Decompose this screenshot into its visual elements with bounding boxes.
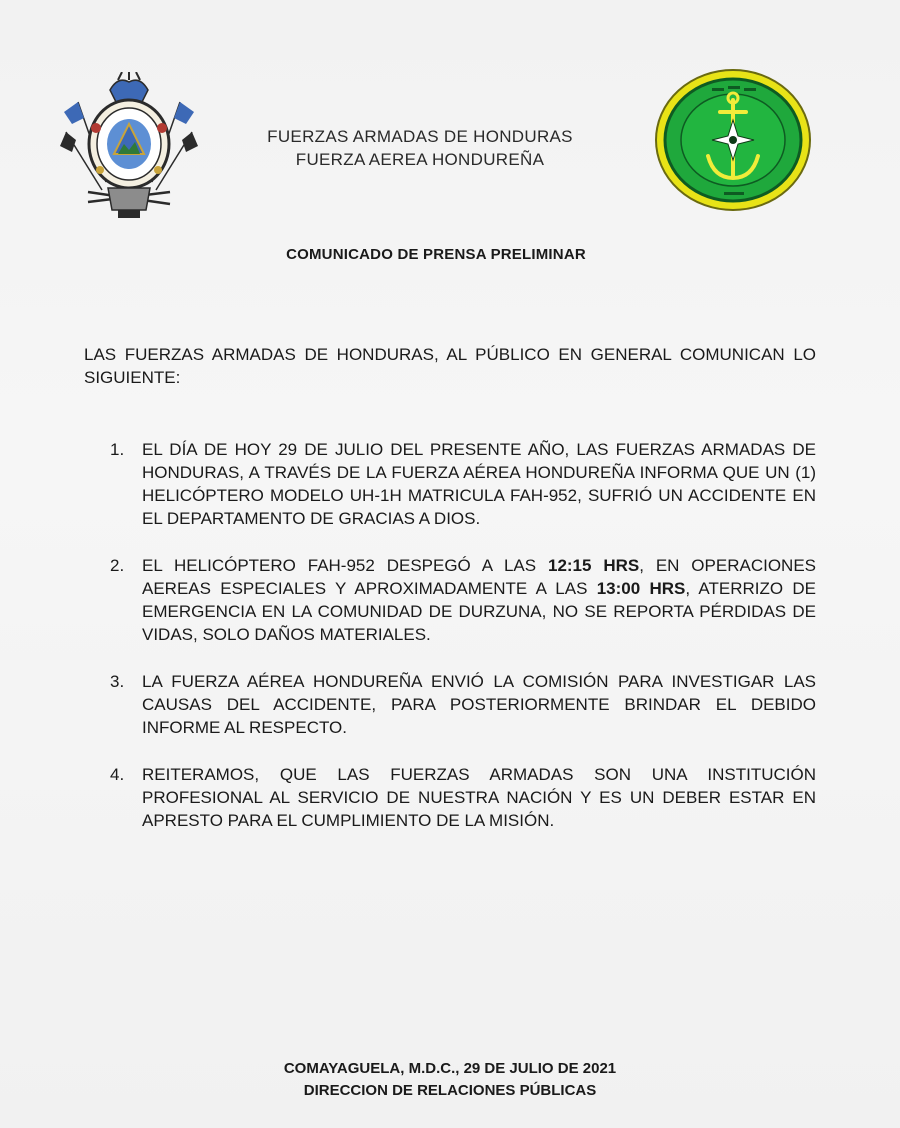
- header-line-air-force: FUERZA AEREA HONDUREÑA: [295, 150, 545, 169]
- item-number: 2.: [110, 556, 125, 575]
- institution-header: [200, 125, 640, 171]
- landing-time: 13:00 HRS: [596, 579, 686, 598]
- item-number: 3.: [110, 672, 125, 691]
- list-item: [110, 438, 816, 530]
- list-item: [110, 670, 816, 739]
- item-text: REITERAMOS, QUE LAS FUERZAS ARMADAS SON UNA INSTITUCIÓN PROFESIONAL AL SERVICIO DE NUESTRA NACIÓN Y ES UN DEBER ESTAR EN APRESTO PARA EL CUMPLIMIENTO DE LA MISIÓN.: [142, 765, 816, 830]
- department-name: DIRECCION DE RELACIONES PÚBLICAS: [303, 1082, 597, 1099]
- statement-list: [110, 438, 816, 856]
- place-date: COMAYAGUELA, M.D.C., 29 DE JULIO DE 2021: [283, 1060, 617, 1077]
- item-text-part: EL HELICÓPTERO FAH-952 DESPEGÓ A LAS: [142, 556, 548, 575]
- document-title: COMUNICADO DE PRENSA PRELIMINAR: [286, 246, 586, 263]
- item-text-part: , EN OPERACIONES AEREAS ESPECIALES Y APROXIMADAMENTE A LAS: [142, 556, 816, 598]
- list-item: [110, 554, 816, 646]
- item-number: 1.: [110, 440, 125, 459]
- list-item: [110, 763, 816, 832]
- header-line-armed-forces: FUERZAS ARMADAS DE HONDURAS: [267, 127, 573, 146]
- honduras-coat-of-arms-icon: [58, 72, 200, 220]
- signature-block: [100, 1058, 800, 1102]
- intro-paragraph: LAS FUERZAS ARMADAS DE HONDURAS, AL PÚBLICO EN GENERAL COMUNICAN LO SIGUIENTE:: [84, 345, 816, 387]
- item-text: LA FUERZA AÉREA HONDUREÑA ENVIÓ LA COMISIÓN PARA INVESTIGAR LAS CAUSAS DEL ACCIDENTE, PARA POSTERIORMENTE BRINDAR EL DEBIDO INFORME AL RESPECTO.: [142, 672, 816, 737]
- departure-time: 12:15 HRS: [547, 556, 640, 575]
- item-number: 4.: [110, 765, 125, 784]
- item-text-part: , ATERRIZO DE EMERGENCIA EN LA COMUNIDAD DE DURZUNA, NO SE REPORTA PÉRDIDAS DE VIDAS, SOLO DAÑOS MATERIALES.: [142, 579, 816, 644]
- naval-anchor-compass-seal-icon: [654, 68, 812, 212]
- item-text: EL DÍA DE HOY 29 DE JULIO DEL PRESENTE AÑO, LAS FUERZAS ARMADAS DE HONDURAS, A TRAVÉS DE LA FUERZA AÉREA HONDUREÑA INFORMA QUE UN (1) HELICÓPTERO MODELO UH-1H MATRICULA FAH-952, SUFRIÓ UN ACCIDENTE EN EL DEPARTAMENTO DE GRACIAS A DIOS.: [142, 440, 816, 528]
